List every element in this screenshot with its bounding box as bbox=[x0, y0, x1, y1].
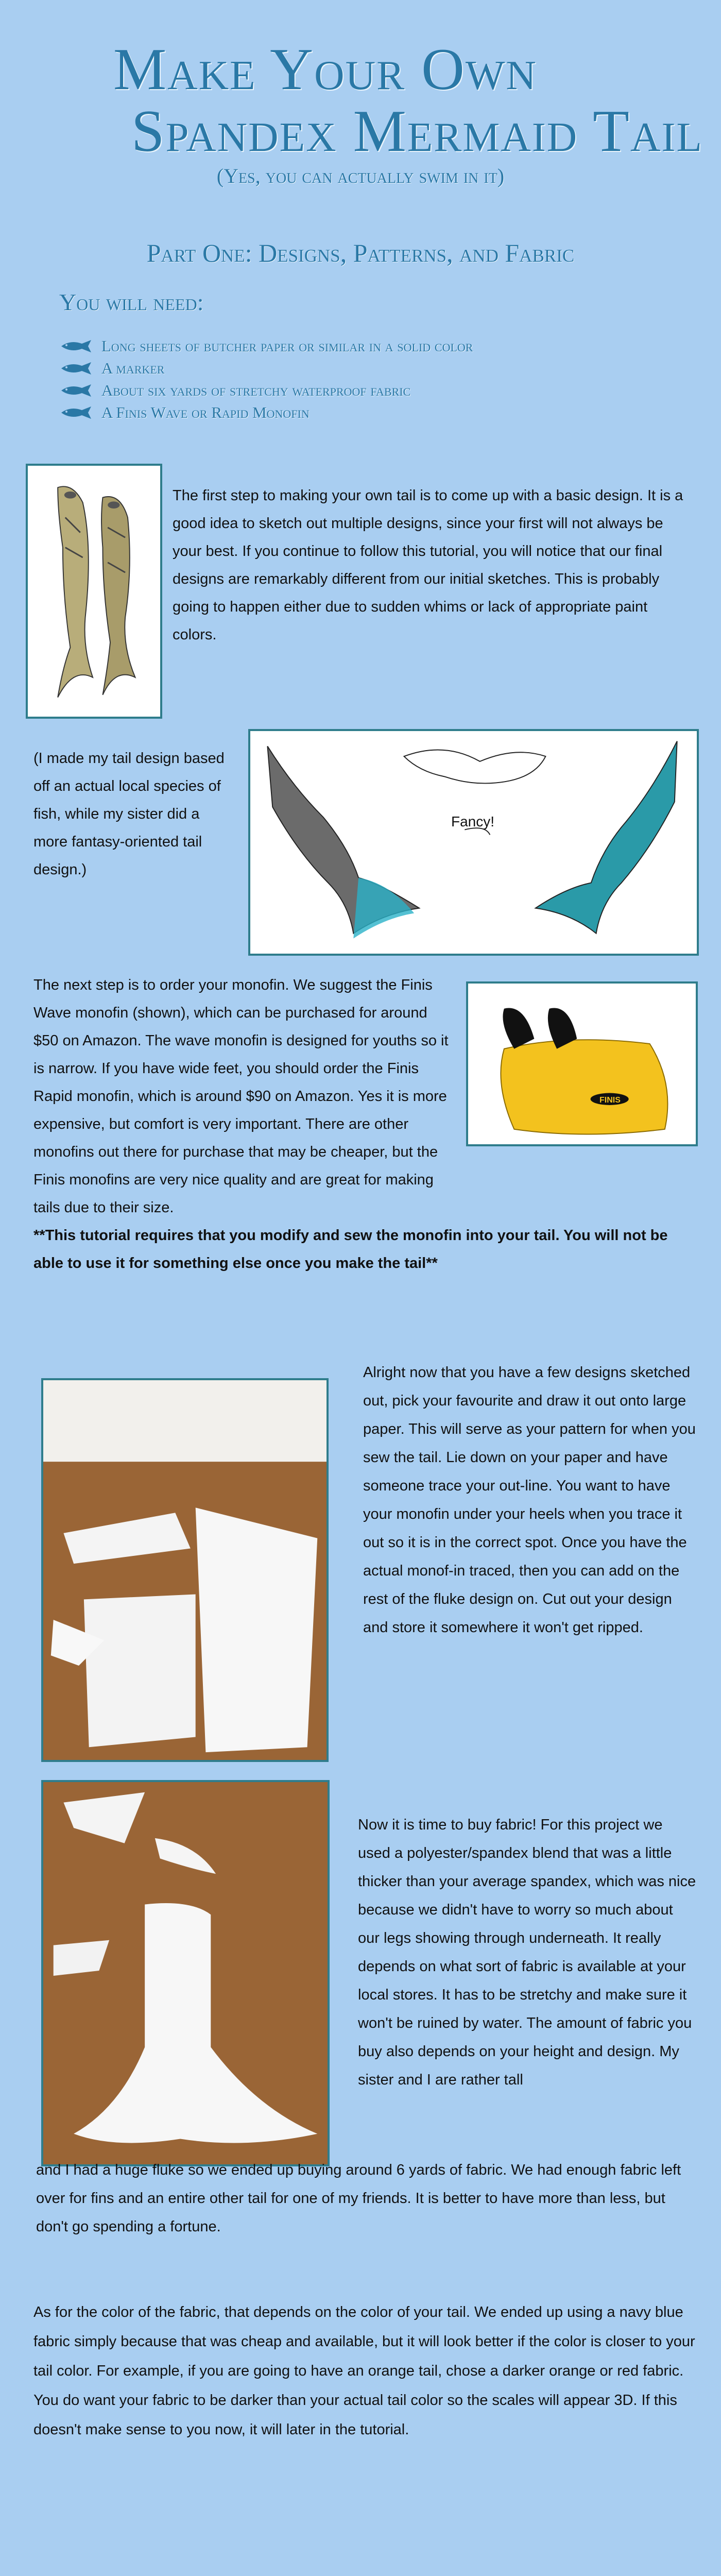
paragraph-monofin: The next step is to order your monofin. We suggest the Finis Wave monofin (shown), which can be purchased for around $50 on Amazon. The wave monofin is designed for youths so it is narrow. If you have wide feet, you should order the Finis Rapid monofin, which is around $90 on Amazon. Yes it is more expensive, but comfort is very important. There are other monofins out there for purchase that may be cheaper, but the Finis monofins are very nice quality and are great for making tails due to their size. bbox=[33, 977, 449, 1216]
paragraph-color: As for the color of the fabric, that depends on the color of your tail. We ended up using a navy blue fabric simply because that was cheap and available, but it will look better if the color is closer to your tail color. For example, if you are going to have an orange tail, chose a darker orange or red fabric. You do want your fabric to be darker than your actual tail color so the scales will appear 3D. If this doesn't make sense to you now, it will later in the tutorial. bbox=[33, 2304, 695, 2438]
tail-sketches-image bbox=[248, 729, 699, 956]
paragraph-fabric: Now it is time to buy fabric! For this project we used a polyester/spandex blend that was a little thicker than your average spandex, which was nice because we didn't have to worry so much about our legs showing through underneath. It really depends on what sort of fabric is available at your local stores. It has to be stretchy and make sure it won't be ruined by water. The amount of fabric you buy also depends on your height and design. My sister and I are rather tall bbox=[358, 1817, 696, 2088]
subtitle: (Yes, you can actually swim in it) bbox=[216, 164, 505, 188]
tail-pattern-photo bbox=[41, 1780, 330, 2166]
list-item bbox=[59, 357, 473, 379]
fin-brand-label: FINIS bbox=[599, 1096, 621, 1105]
paragraph-pattern: Alright now that you have a few designs sketched out, pick your favourite and draw it out onto large paper. This will serve as your pattern for when you sew the tail. Lie down on your paper and have someone trace your out-line. You want to have your monofin under your heels when you trace it out so it is in the correct spot. Once you have the actual monof-in traced, then you can add on the rest of the fluke design on. Cut out your design and store it somewhere it won't get ripped. bbox=[363, 1364, 696, 1636]
sketch-caption: Fancy! bbox=[451, 814, 495, 829]
title-line-1: Make Your Own bbox=[113, 37, 537, 103]
part-one-heading: Part One: Designs, Patterns, and Fabric bbox=[146, 239, 575, 267]
fish-sketch-image bbox=[26, 464, 162, 719]
list-item bbox=[59, 379, 473, 401]
paragraph-fabric-cont: and I had a huge fluke so we ended up buying around 6 yards of fabric. We had enough fabric left over for fins and an entire other tail for one of my friends. It is better to have more than less, but don't go spending a fortune. bbox=[36, 2162, 681, 2235]
supplies-list bbox=[59, 335, 473, 423]
list-item bbox=[59, 401, 473, 423]
fish-bullet-icon bbox=[59, 383, 95, 398]
paragraph-design: The first step to making your own tail is to come up with a basic design. It is a good idea to sketch out multiple designs, since your first will not always be your best. If you continue to follow this tutorial, you will notice that our final designs are remarkably different from our initial sketches. This is probably going to happen either due to sudden whims or lack of appropriate paint colors. bbox=[173, 487, 683, 643]
pattern-photo bbox=[41, 1378, 329, 1762]
list-item bbox=[59, 335, 473, 357]
list-item-label: Long sheets of butcher paper or similar in a solid color bbox=[101, 336, 473, 355]
title-line-2: Spandex Mermaid Tail bbox=[131, 98, 703, 164]
fish-bullet-icon bbox=[59, 338, 95, 354]
paragraph-monofin-cont: **This tutorial requires that you modify and sew the monofin into your tail. You will not be able to use it for something else once you make the tail** bbox=[33, 1227, 668, 1272]
list-item-label: About six yards of stretchy waterproof fabric bbox=[101, 381, 411, 399]
list-item-label: A marker bbox=[101, 359, 165, 377]
paragraph-design-note: (I made my tail design based off an actual local species of fish, while my sister did a more fantasy-oriented tail design.) bbox=[33, 750, 225, 878]
monofin-image bbox=[466, 981, 698, 1146]
need-heading: You will need: bbox=[59, 289, 204, 315]
fish-bullet-icon bbox=[59, 361, 95, 376]
list-item-label: A Finis Wave or Rapid Monofin bbox=[101, 403, 310, 421]
fish-bullet-icon bbox=[59, 405, 95, 420]
